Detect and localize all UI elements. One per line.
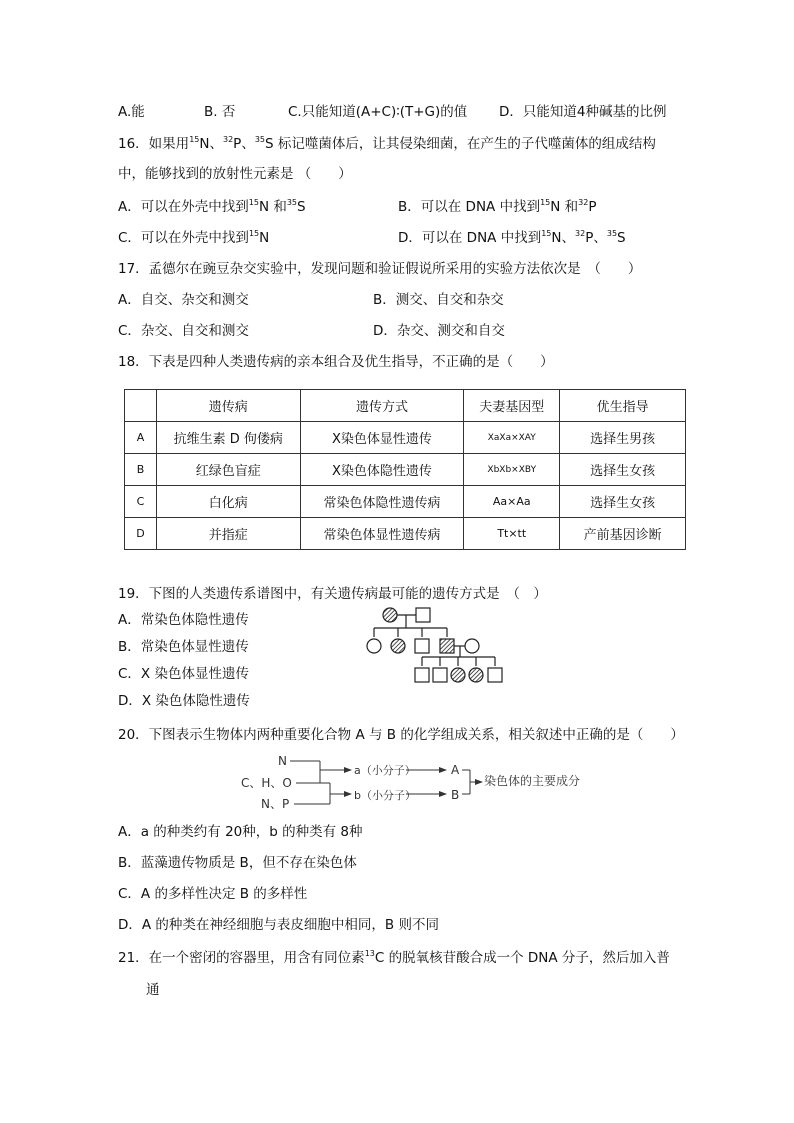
q16-stem-line1: 16．如果用$^{15}$N、$^{32}$P、$^{35}$S 标记噬菌体后，让其侵染细菌，在产生的子代噬菌体的组成结构 bbox=[118, 135, 656, 152]
table-row bbox=[125, 518, 686, 550]
q17-option-d: D．杂交、测交和自交 bbox=[373, 323, 505, 339]
table-row bbox=[125, 486, 686, 518]
table-cell: 并指症 bbox=[156, 518, 300, 550]
q15-option-b: B. 否 bbox=[204, 104, 236, 120]
table-cell: D bbox=[125, 518, 157, 550]
genetic-disease-table bbox=[124, 389, 686, 550]
table-cell: Aa×Aa bbox=[464, 486, 560, 518]
table-cell: 白化病 bbox=[156, 486, 300, 518]
affected-female-symbol bbox=[391, 639, 405, 653]
table-header-cell bbox=[125, 390, 157, 422]
small-molecule-a-label: a（小分子） bbox=[354, 764, 416, 777]
q17-option-b: B．测交、自交和杂交 bbox=[373, 292, 504, 308]
table-cell: Tt×tt bbox=[464, 518, 560, 550]
table-cell: 选择生女孩 bbox=[560, 486, 686, 518]
q20-option-a: A．a 的种类约有 20种，b 的种类有 8种 bbox=[118, 824, 363, 840]
q20-option-b: B．蓝藻遗传物质是 B，但不存在染色体 bbox=[118, 855, 357, 871]
male-symbol bbox=[433, 668, 447, 682]
female-symbol bbox=[367, 639, 381, 653]
affected-female-symbol bbox=[383, 608, 397, 622]
chromosome-components-label: 染色体的主要成分 bbox=[484, 774, 581, 788]
q20-stem: 20．下图表示生物体内两种重要化合物 A 与 B 的化学组成关系，相关叙述中正确的是（ ） bbox=[118, 727, 684, 743]
affected-male-symbol bbox=[440, 639, 454, 653]
compound-b-label: B bbox=[451, 788, 460, 802]
q15-option-c: C.只能知道(A+C)∶(T+G)的值 bbox=[288, 104, 468, 120]
male-symbol bbox=[415, 639, 429, 653]
element-np-label: N、P bbox=[261, 797, 290, 811]
q16-option-c: C．可以在外壳中找到$^{15}$N bbox=[118, 229, 270, 246]
table-cell: 常染色体显性遗传病 bbox=[300, 518, 464, 550]
table-header-cell: 夫妻基因型 bbox=[464, 390, 560, 422]
q16-stem-line2: 中，能够找到的放射性元素是 （ ） bbox=[118, 166, 352, 182]
q19-stem: 19．下图的人类遗传系谱图中，有关遗传病最可能的遗传方式是 （ ） bbox=[118, 586, 547, 602]
q17-option-a: A．自交、杂交和测交 bbox=[118, 292, 249, 308]
table-cell: X染色体隐性遗传 bbox=[300, 454, 464, 486]
table-cell: 产前基因诊断 bbox=[560, 518, 686, 550]
compound-a-label: A bbox=[451, 763, 460, 777]
affected-female-symbol bbox=[469, 668, 483, 682]
q20-option-d: D．A 的种类在神经细胞与表皮细胞中相同，B 则不同 bbox=[118, 917, 439, 933]
pedigree-chart bbox=[360, 606, 510, 690]
q21-stem-line2: 通 bbox=[146, 982, 160, 998]
q18-stem: 18．下表是四种人类遗传病的亲本组合及优生指导，不正确的是（ ） bbox=[118, 354, 554, 370]
table-cell: B bbox=[125, 454, 157, 486]
q17-option-c: C．杂交、自交和测交 bbox=[118, 323, 249, 339]
table-cell: XaXa×XAY bbox=[464, 422, 560, 454]
male-symbol bbox=[488, 668, 502, 682]
q17-stem: 17．孟德尔在豌豆杂交实验中，发现问题和验证假说所采用的实验方法依次是 （ ） bbox=[118, 261, 642, 277]
table-header-row bbox=[125, 390, 686, 422]
q21-stem-line1: 21．在一个密闭的容器里，用含有同位素$^{13}$C 的脱氧核苷酸合成一个 DNA 分子，然后加入普 bbox=[118, 949, 670, 966]
table-cell: XbXb×XBY bbox=[464, 454, 560, 486]
q16-option-a: A．可以在外壳中找到$^{15}$N 和$^{35}$S bbox=[118, 198, 306, 215]
male-symbol bbox=[415, 668, 429, 682]
male-symbol bbox=[416, 608, 430, 622]
q19-option-a: A．常染色体隐性遗传 bbox=[118, 612, 249, 628]
element-n-label: N bbox=[278, 754, 287, 768]
table-cell: C bbox=[125, 486, 157, 518]
table-cell: A bbox=[125, 422, 157, 454]
table-cell: 选择生男孩 bbox=[560, 422, 686, 454]
table-row bbox=[125, 454, 686, 486]
element-cho-label: C、H、O bbox=[241, 776, 292, 790]
table-header-cell: 遗传病 bbox=[156, 390, 300, 422]
q15-option-d: D．只能知道4种碱基的比例 bbox=[499, 104, 667, 120]
table-cell: 选择生女孩 bbox=[560, 454, 686, 486]
q20-option-c: C．A 的多样性决定 B 的多样性 bbox=[118, 886, 308, 902]
table-cell: X染色体显性遗传 bbox=[300, 422, 464, 454]
q16-option-b: B．可以在 DNA 中找到$^{15}$N 和$^{32}$P bbox=[398, 198, 597, 215]
female-symbol bbox=[465, 639, 479, 653]
q15-option-a: A.能 bbox=[118, 104, 145, 120]
compound-composition-diagram bbox=[236, 752, 626, 812]
table-header-cell: 遗传方式 bbox=[300, 390, 464, 422]
q19-option-b: B．常染色体显性遗传 bbox=[118, 639, 249, 655]
affected-female-symbol bbox=[451, 668, 465, 682]
q19-option-c: C．X 染色体显性遗传 bbox=[118, 666, 249, 682]
table-cell: 常染色体隐性遗传病 bbox=[300, 486, 464, 518]
small-molecule-b-label: b（小分子） bbox=[354, 789, 416, 802]
q19-option-d: D．X 染色体隐性遗传 bbox=[118, 693, 250, 709]
table-row bbox=[125, 422, 686, 454]
table-cell: 抗维生素 D 佝偻病 bbox=[156, 422, 300, 454]
q16-option-d: D．可以在 DNA 中找到$^{15}$N、$^{32}$P、$^{35}$S bbox=[398, 229, 626, 246]
table-header-cell: 优生指导 bbox=[560, 390, 686, 422]
table-cell: 红绿色盲症 bbox=[156, 454, 300, 486]
